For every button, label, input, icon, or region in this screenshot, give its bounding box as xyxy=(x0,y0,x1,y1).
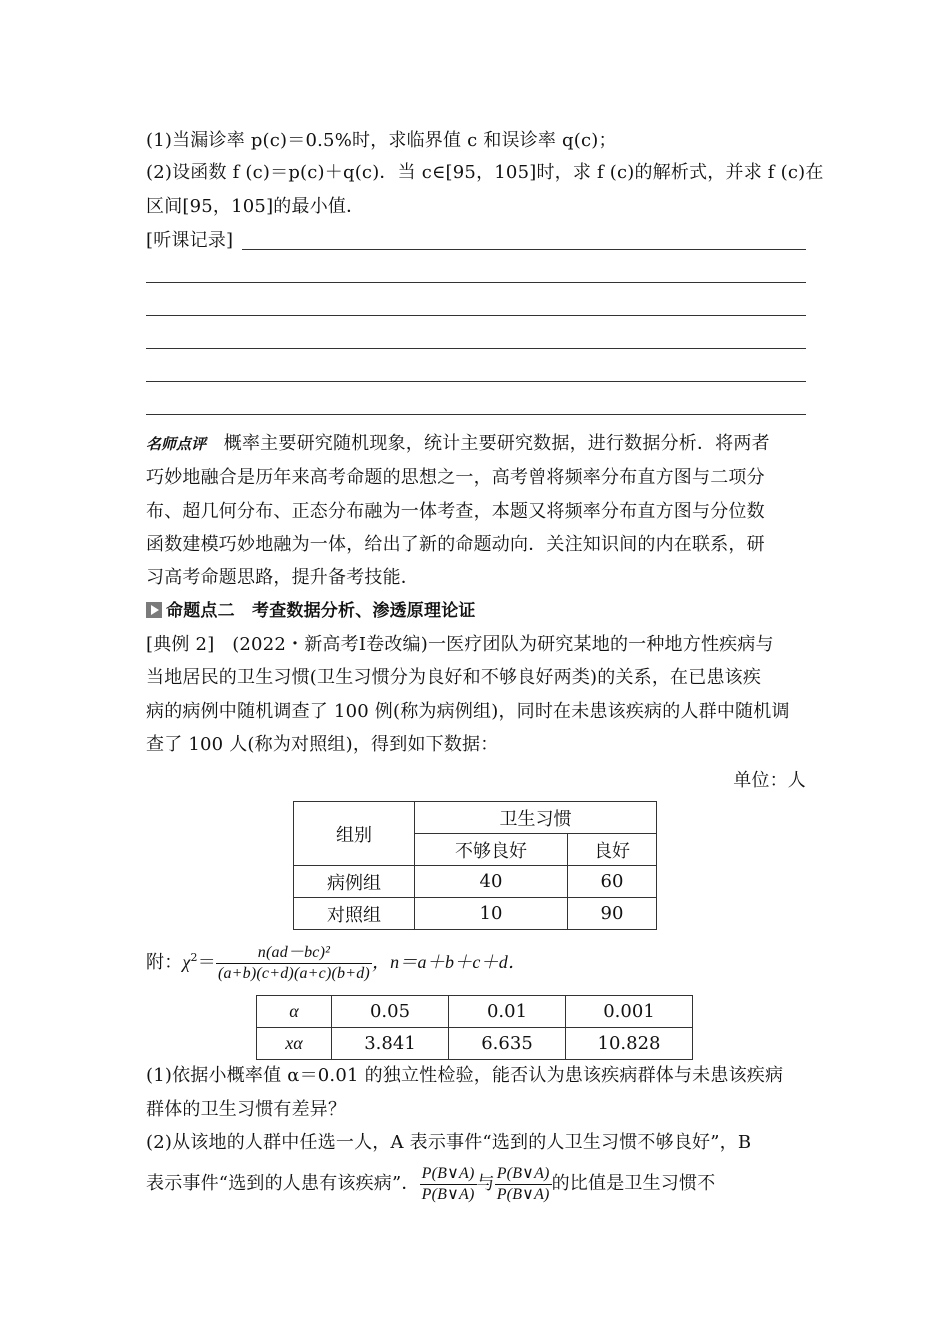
comment-line-5: 习高考命题思路，提升备考技能． xyxy=(146,567,419,588)
ratio-fraction-1 xyxy=(420,1164,477,1205)
col-good-header: 良好 xyxy=(568,834,657,866)
question-2-part-1-cont: 群体的卫生习惯有差异？ xyxy=(146,1099,347,1120)
notes-rule xyxy=(146,282,806,283)
formula-eq: ＝ xyxy=(197,952,216,973)
alpha-value: 0.05 xyxy=(332,996,449,1028)
unit-label: 单位：人 xyxy=(733,770,806,791)
section-heading xyxy=(146,594,808,628)
example-line-4: 查了 100 人(称为对照组)，得到如下数据： xyxy=(146,734,499,755)
row-bad: 40 xyxy=(415,866,568,898)
question-2-part-2-cont xyxy=(146,1160,808,1208)
x-label: xα xyxy=(257,1028,332,1060)
col-bad-header: 不够良好 xyxy=(415,834,568,866)
question-2-part-2: (2)从该地的人群中任选一人，A 表示事件“选到的人卫生习惯不够良好”，B xyxy=(146,1132,752,1153)
critical-value-table xyxy=(256,995,693,1060)
notes-rule xyxy=(242,249,806,250)
example-line-1 xyxy=(146,628,808,662)
alpha-value: 0.001 xyxy=(566,996,693,1028)
notes-rule xyxy=(146,414,806,415)
habit-table xyxy=(293,801,657,930)
notes-label: [听课记录] xyxy=(146,230,234,251)
notes-rule xyxy=(146,315,806,316)
chi-fraction xyxy=(216,943,372,984)
x-value: 10.828 xyxy=(566,1028,693,1060)
fraction-connector: 与 xyxy=(476,1173,495,1194)
row-name: 对照组 xyxy=(294,898,415,930)
comment-line-3: 布、超几何分布、正态分布融为一体考查，本题又将频率分布直方图与分位数 xyxy=(146,501,765,522)
question-1-part-2: (2)设函数 f (c)＝p(c)＋q(c)．当 c∈[95，105]时，求 f (c)的解析式，并求 f (c)在 xyxy=(146,162,824,183)
chi-square-formula: 附：$\chi^2=$ $\frac{\text{n(ad－bc)²}}{(a+b)(c+d)(a+c)(b+d)}$ ，n＝a＋b＋c＋d． xyxy=(146,943,527,982)
x-value: 3.841 xyxy=(332,1028,449,1060)
question-2-text-end: 的比值是卫生习惯不 xyxy=(551,1173,716,1194)
question-2-part-1: (1)依据小概率值 α＝0.01 的独立性检验，能否认为患该疾病群体与未患该疾病 xyxy=(146,1065,784,1086)
table-row xyxy=(294,866,657,898)
row-bad: 10 xyxy=(415,898,568,930)
comment-text: 概率主要研究随机现象，统计主要研究数据，进行数据分析．将两者 xyxy=(223,433,770,454)
fraction-numerator: P(B∨A) xyxy=(495,1164,552,1185)
fraction-numerator: P(B∨A) xyxy=(420,1164,477,1185)
notes-rule xyxy=(146,348,806,349)
fraction-denominator: P(B∨A) xyxy=(421,1185,475,1203)
fraction-denominator: P(B∨A) xyxy=(496,1185,550,1203)
question-1-part-2-cont: 区间[95，105]的最小值． xyxy=(146,196,365,217)
row-good: 60 xyxy=(568,866,657,898)
table-row xyxy=(294,898,657,930)
habit-header: 卫生习惯 xyxy=(415,802,657,834)
comment-tag: 名师点评 xyxy=(146,435,207,453)
formula-prefix: 附： xyxy=(146,952,183,973)
play-triangle-icon xyxy=(146,602,162,618)
comment-line-4: 函数建模巧妙地融为一体，给出了新的命题动向．关注知识间的内在联系，研 xyxy=(146,534,765,555)
formula-numerator: n(ad－bc)² xyxy=(216,943,372,964)
formula-suffix: ，n＝a＋b＋c＋d． xyxy=(371,952,527,972)
group-header: 组别 xyxy=(294,802,415,866)
ratio-fraction-2 xyxy=(495,1164,552,1205)
section-title: 命题点二 考查数据分析、渗透原理论证 xyxy=(166,601,476,621)
example-line-2: 当地居民的卫生习惯(卫生习惯分为良好和不够良好两类)的关系，在已患该疾 xyxy=(146,667,762,688)
alpha-value: 0.01 xyxy=(449,996,566,1028)
question-1-part-1: (1)当漏诊率 p(c)＝0.5%时，求临界值 c 和误诊率 q(c)； xyxy=(146,130,617,151)
comment-line-1 xyxy=(146,427,808,461)
example-label: [典例 2] xyxy=(146,634,215,655)
example-line-3: 病的病例中随机调查了 100 例(称为病例组)，同时在未患该疾病的人群中随机调 xyxy=(146,701,790,722)
notes-rule xyxy=(146,381,806,382)
alpha-label: α xyxy=(257,996,332,1028)
comment-line-2: 巧妙地融合是历年来高考命题的思想之一，高考曾将频率分布直方图与二项分 xyxy=(146,467,765,488)
question-2-text: 表示事件“选到的人患有该疾病”． xyxy=(146,1173,420,1194)
table-row xyxy=(257,1028,693,1060)
example-text: (2022・新高考Ⅰ卷改编)一医疗团队为研究某地的一种地方性疾病与 xyxy=(232,634,774,655)
table-row xyxy=(257,996,693,1028)
formula-denominator: (a+b)(c+d)(a+c)(b+d) xyxy=(217,964,370,982)
x-value: 6.635 xyxy=(449,1028,566,1060)
row-good: 90 xyxy=(568,898,657,930)
row-name: 病例组 xyxy=(294,866,415,898)
chi-symbol: χ xyxy=(182,952,191,972)
